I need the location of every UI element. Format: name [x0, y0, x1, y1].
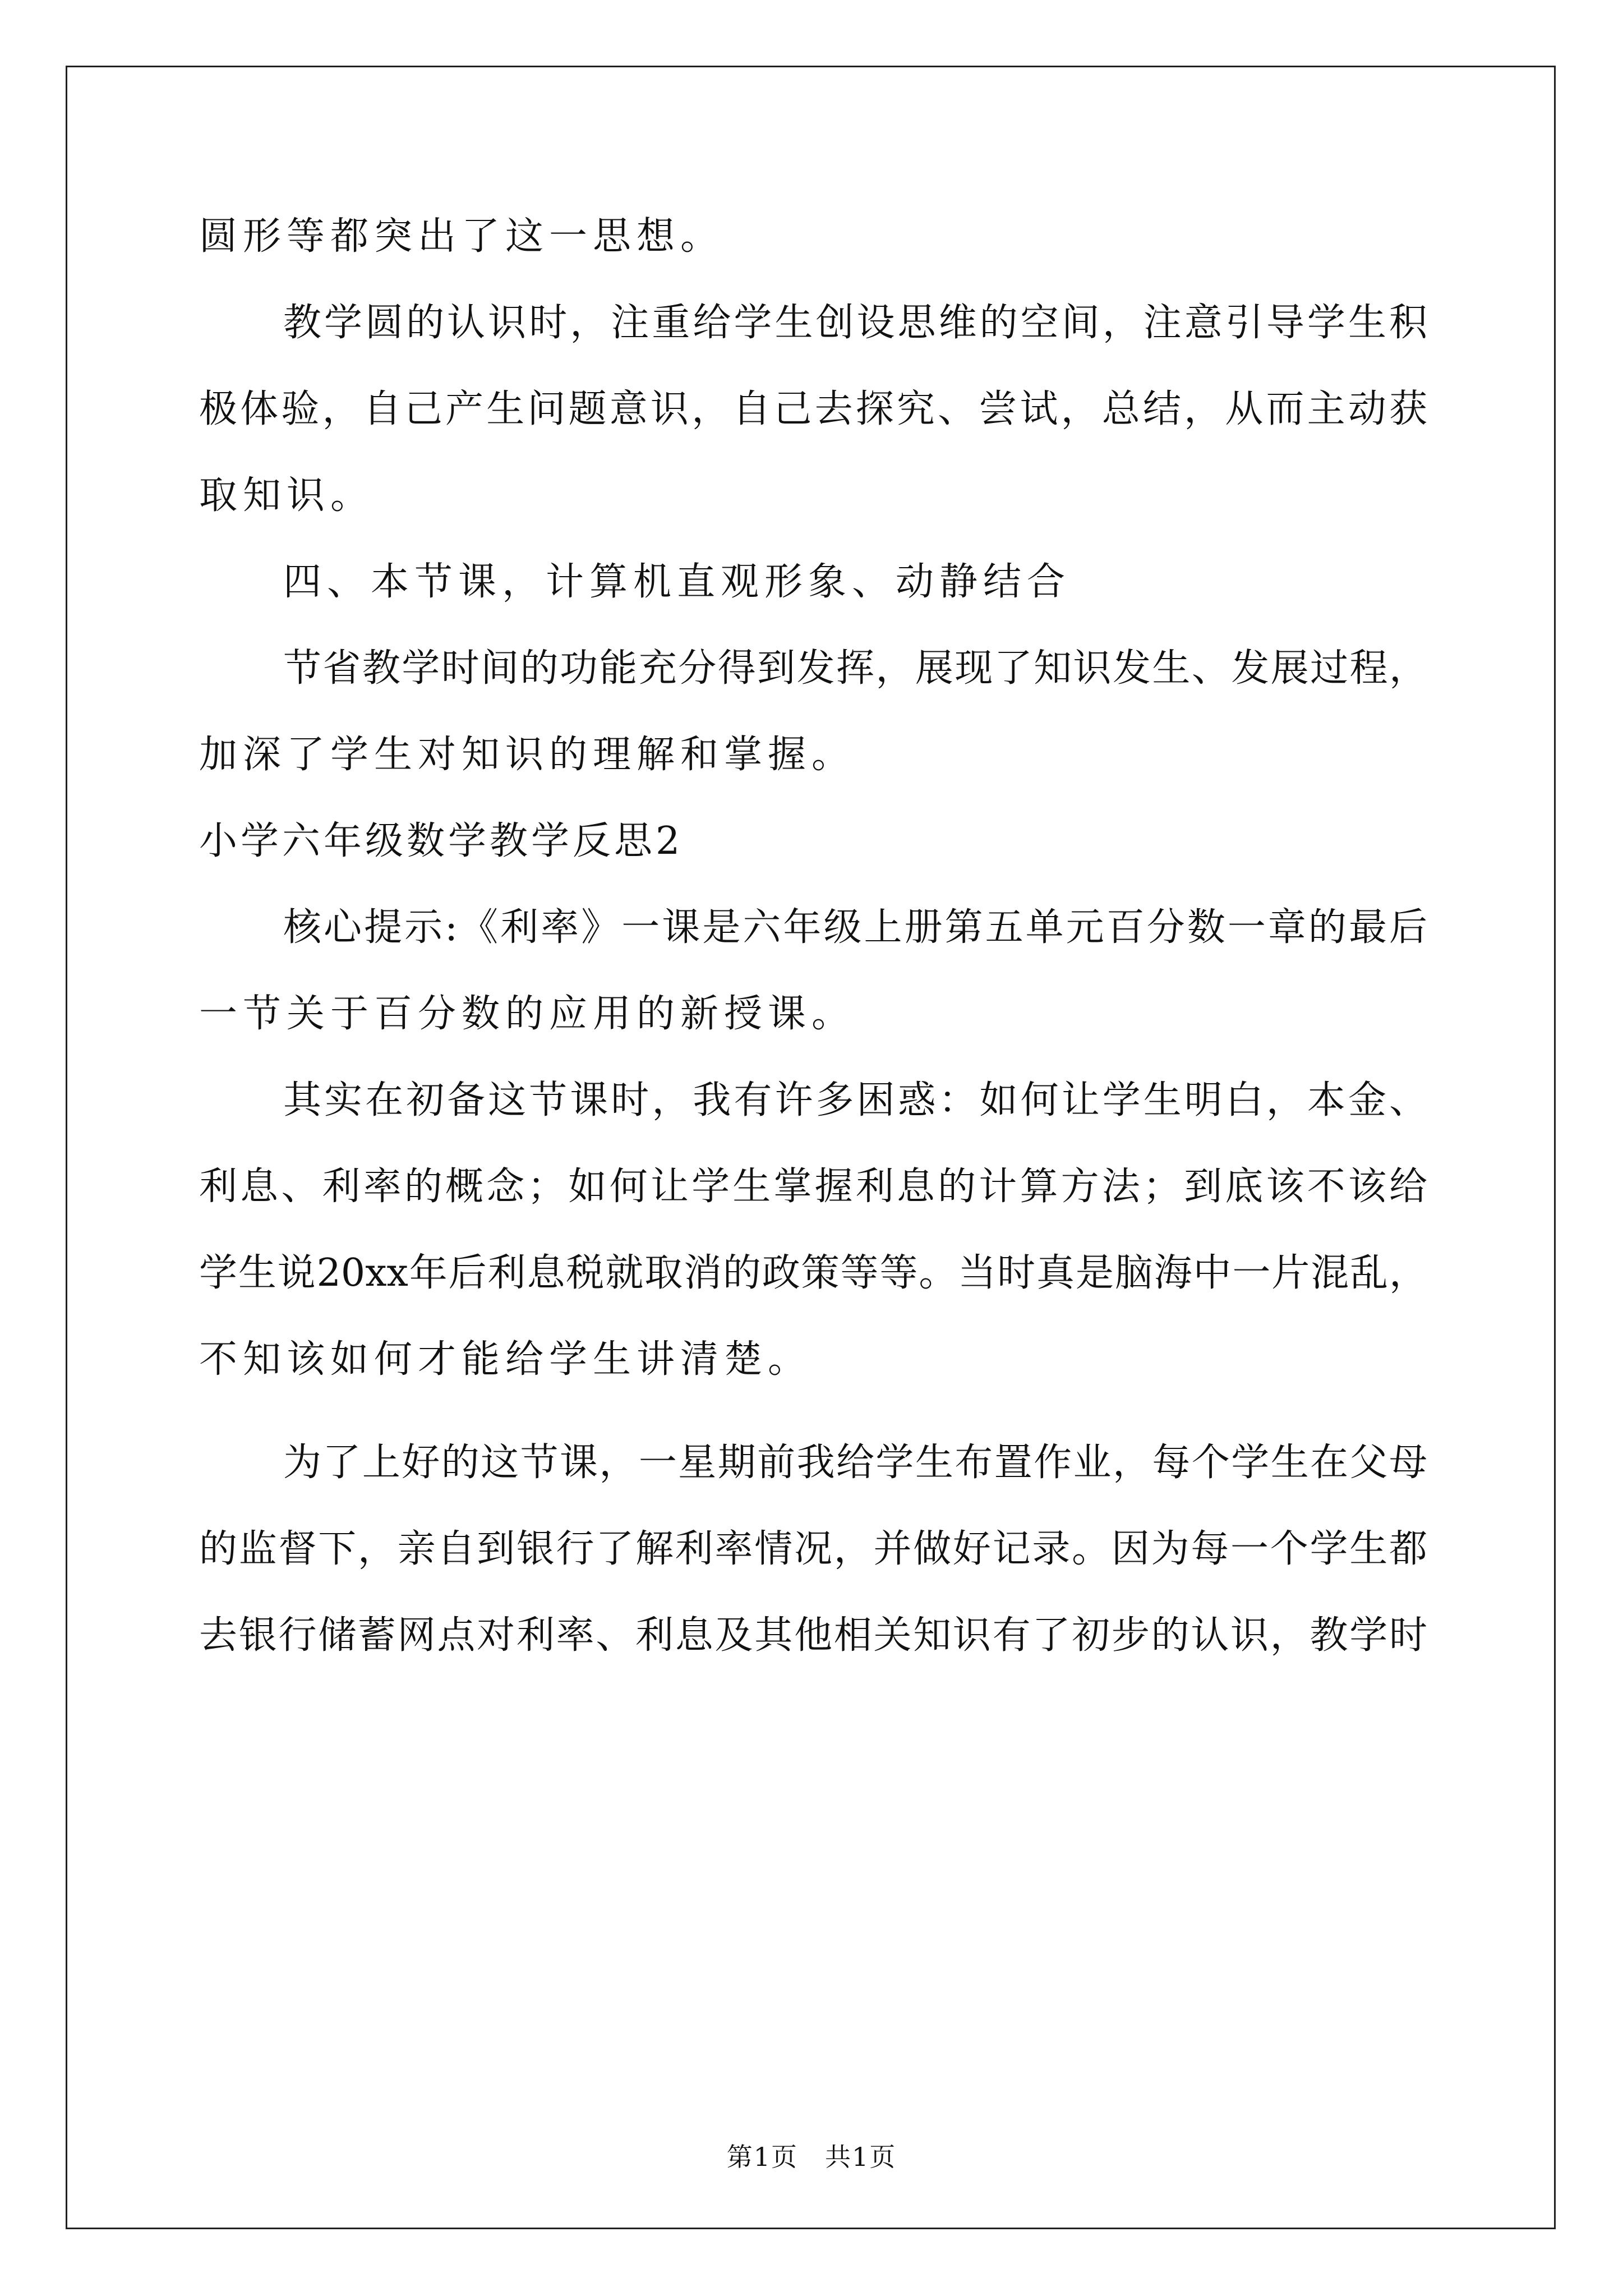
text-line: 的监督下，亲自到银行了解利率情况，并做好记录。因为每一个学生都	[199, 1527, 1427, 1571]
article-title: 小学六年级数学教学反思2	[199, 819, 684, 863]
text-line: 节省教学时间的功能充分得到发挥，展现了知识发生、发展过程，	[283, 646, 1427, 691]
page-footer: 第1页 共1页	[726, 2142, 897, 2172]
text-line: 一节关于百分数的应用的新授课。	[199, 992, 856, 1036]
text-line: 取知识。	[199, 473, 375, 518]
text-line: 圆形等都突出了这一思想。	[199, 214, 725, 259]
section-heading: 四、本节课，计算机直观形象、动静结合	[283, 560, 1071, 604]
text-line: 为了上好的这节课，一星期前我给学生布置作业，每个学生在父母	[283, 1441, 1427, 1485]
text-line: 学生说20xx年后利息税就取消的政策等等。当时真是脑海中一片混乱，	[199, 1251, 1427, 1295]
text-line: 教学圆的认识时，注重给学生创设思维的空间，注意引导学生积	[283, 301, 1427, 345]
text-line: 利息、利率的概念；如何让学生掌握利息的计算方法；到底该不该给	[199, 1165, 1427, 1209]
text-line: 不知该如何才能给学生讲清楚。	[199, 1337, 812, 1382]
text-line: 核心提示:《利率》一课是六年级上册第五单元百分数一章的最后	[283, 905, 1427, 950]
text-line: 加深了学生对知识的理解和掌握。	[199, 733, 856, 777]
text-line: 去银行储蓄网点对利率、利息及其他相关知识有了初步的认识，教学时	[199, 1613, 1427, 1658]
text-line: 其实在初备这节课时，我有许多困惑：如何让学生明白，本金、	[283, 1078, 1427, 1122]
text-line: 极体验，自己产生问题意识，自己去探究、尝试，总结，从而主动获	[199, 387, 1427, 431]
